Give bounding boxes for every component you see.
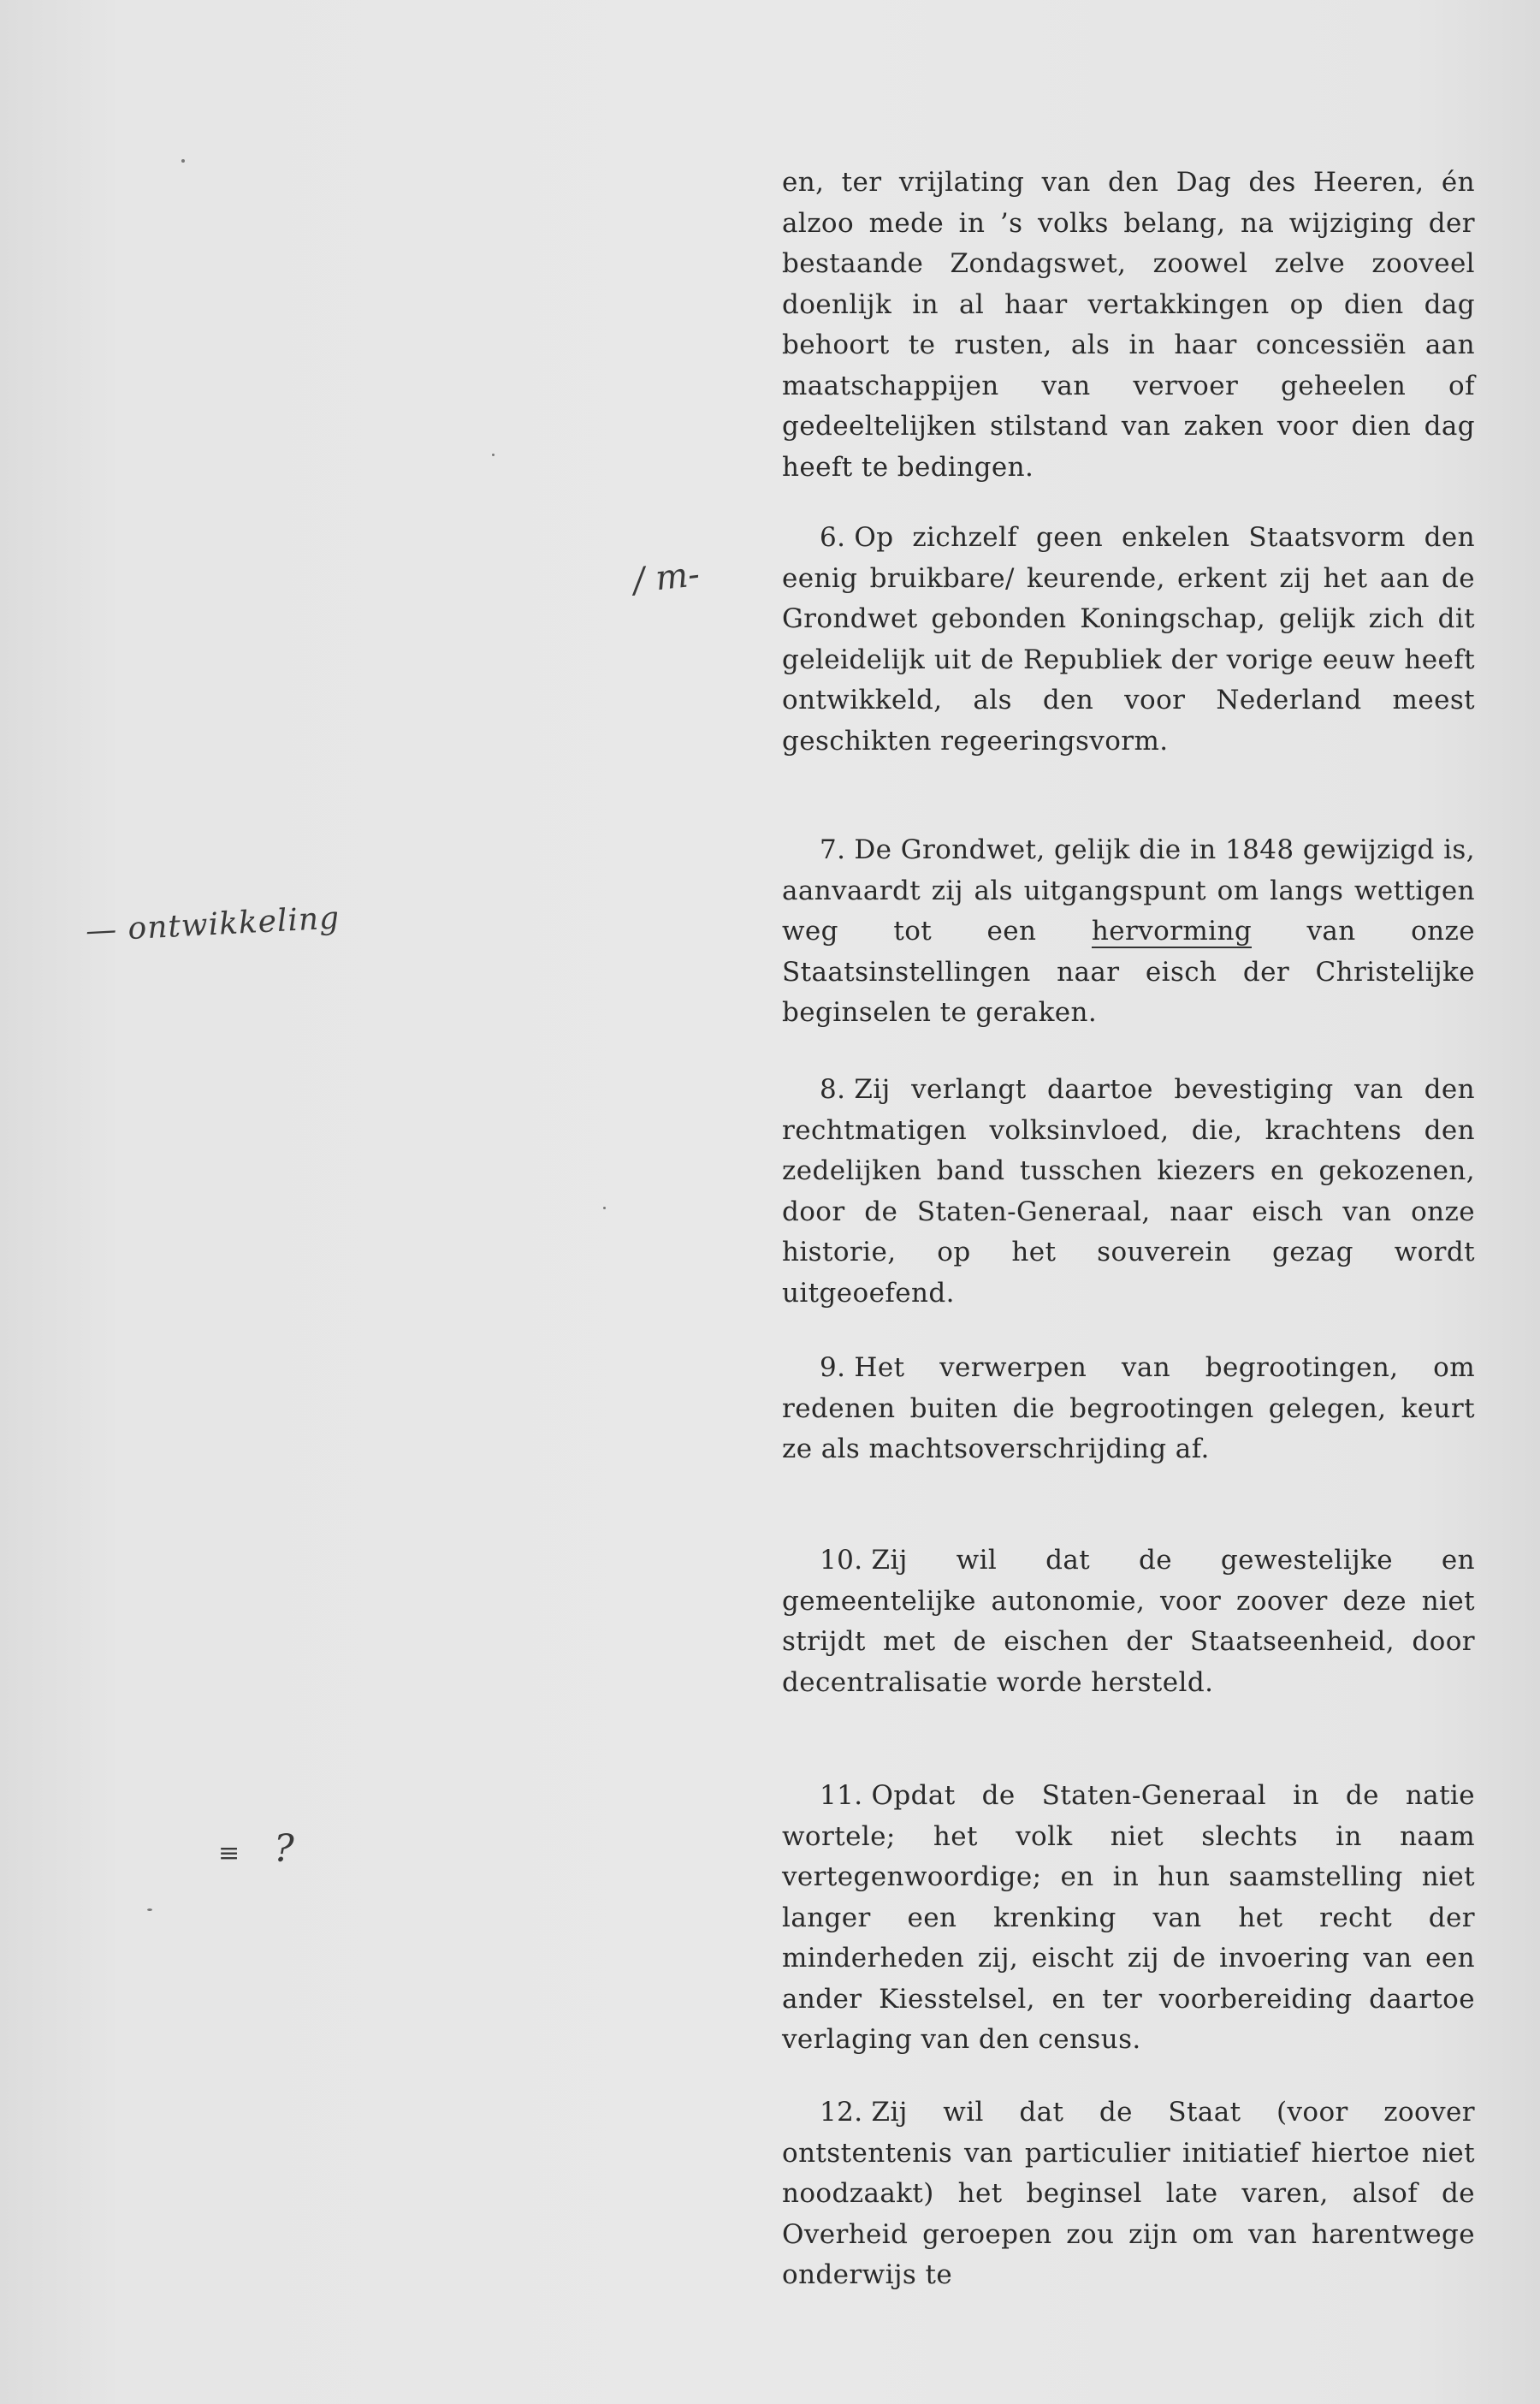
margin-note-question: [218, 1827, 294, 1871]
paragraph-8: [782, 1070, 1475, 1314]
underlined-word: hervorming: [1091, 916, 1253, 947]
paragraph-text: Opdat de Staten-Generaal in de natie wortele; het volk niet slechts in naam vertegenwoordige; en in hun saamstelling niet langer een krenking van het recht der minderheden zij, eischt zij de invoering van een ander Kiesstelsel, en ter voorbereiding daartoe verlaging van den census.: [782, 1780, 1475, 2055]
paragraph-number: 12.: [820, 2097, 863, 2128]
speck: [147, 1908, 152, 1911]
paragraph-text: Het verwerpen van begrootingen, om redenen buiten die begrootingen gelegen, keurt ze als machtsoverschrijding af.: [782, 1352, 1475, 1464]
paragraph-text: Op zichzelf geen enkelen Staatsvorm den eenig bruikbare/ keurende, erkent zij het aan de Grondwet gebonden Koningschap, gelijk zich dit geleidelijk uit de Republiek der vorige eeuw heeft ontwikkeld, als den voor Nederland meest geschikten regeeringsvorm.: [782, 522, 1475, 757]
paragraph-7: [782, 830, 1475, 1034]
margin-symbol: ≡: [218, 1838, 240, 1868]
paragraph-11: [782, 1776, 1475, 2061]
margin-note-slash: / m-: [631, 555, 702, 601]
paragraph-number: 9.: [820, 1352, 846, 1383]
paragraph-6: [782, 518, 1475, 762]
paragraph-text: Zij wil dat de gewestelijke en gemeentelijke autonomie, voor zoover deze niet strijdt met de eischen der Staatseenheid, door decentralisatie worde hersteld.: [782, 1545, 1475, 1698]
speck: [181, 159, 185, 163]
paragraph-10: [782, 1540, 1475, 1703]
speck: [492, 454, 495, 456]
paragraph-text: Zij wil dat de Staat (voor zoover ontstentenis van particulier initiatief hiertoe niet noodzaakt) het beginsel late varen, alsof de Overheid geroepen zou zijn om van harentwege onderwijs te: [782, 2097, 1475, 2290]
paragraph-text: Zij verlangt daartoe bevestiging van den rechtmatigen volksinvloed, die, krachtens den zedelijken band tusschen kiezers en gekozenen, door de Staten-Generaal, naar eisch van onze historie, op het souverein gezag wordt uitgeoefend.: [782, 1074, 1475, 1309]
paragraph-number: 6.: [820, 522, 846, 553]
paragraph-12: [782, 2092, 1475, 2296]
paragraph-number: 11.: [820, 1780, 863, 1811]
paragraph-5-continued: en, ter vrijlating van den Dag des Heeren, én alzoo mede in ’s volks belang, na wijziging der bestaande Zondagswet, zoowel zelve zooveel doenlijk in al haar vertakkingen op dien dag behoort te rusten, als in haar concessiën aan maatschappijen van vervoer geheelen of gedeeltelijken stilstand van zaken voor dien dag heeft te bedingen.: [782, 167, 1475, 483]
paragraph-9: [782, 1348, 1475, 1470]
speck: [603, 1207, 606, 1209]
paragraph-number: 8.: [820, 1074, 846, 1105]
paragraph-text: van onze Staatsinstellingen naar eisch der Christelijke beginselen te geraken.: [782, 916, 1475, 1028]
paragraph-text: De Grondwet, gelijk die in 1848 gewijzigd is, aanvaardt zij als uitgangspunt om langs wettigen weg tot een: [782, 834, 1475, 947]
margin-question-mark: ?: [274, 1827, 294, 1871]
paragraph-number: 10.: [820, 1545, 863, 1576]
margin-note-ontwikkeling: — ontwikkeling: [85, 900, 341, 949]
paragraph-number: 7.: [820, 834, 846, 865]
